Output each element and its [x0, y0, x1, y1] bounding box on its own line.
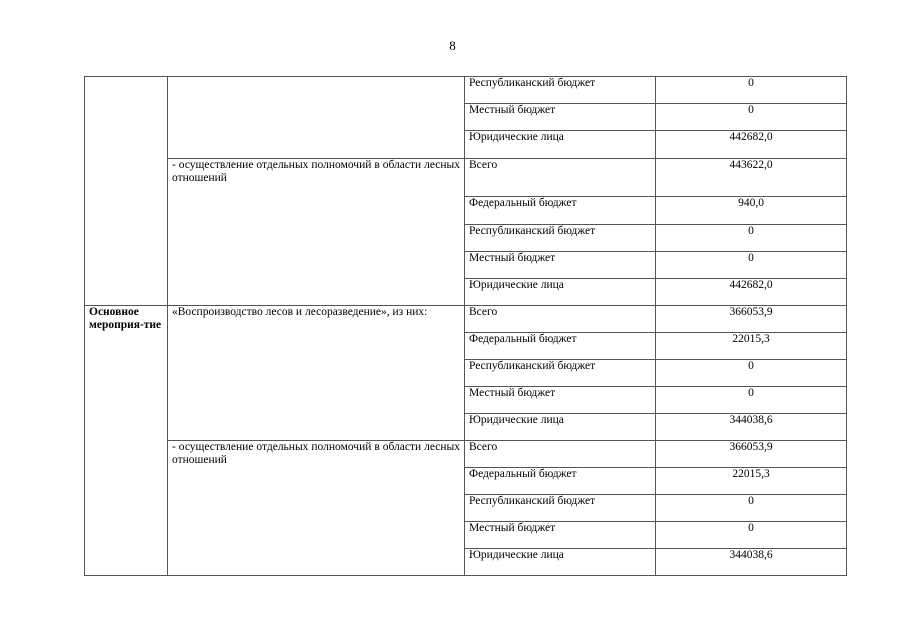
amount-cell: 0	[656, 104, 847, 131]
amount-cell: 22015,3	[656, 333, 847, 360]
amount-cell: 0	[656, 495, 847, 522]
funding-source-cell: Республиканский бюджет	[465, 495, 656, 522]
funding-source-cell: Местный бюджет	[465, 252, 656, 279]
funding-source-cell: Всего	[465, 306, 656, 333]
amount-cell: 22015,3	[656, 468, 847, 495]
funding-source-cell: Республиканский бюджет	[465, 77, 656, 104]
activity-description-cell: - осуществление отдельных полномочий в области лесных отношений	[168, 159, 465, 306]
activity-description-cell: «Воспроизводство лесов и лесоразведение», из них:	[168, 306, 465, 441]
table-row	[85, 159, 847, 197]
amount-cell: 0	[656, 522, 847, 549]
amount-cell: 0	[656, 77, 847, 104]
activity-type-cell	[85, 77, 168, 306]
funding-source-cell: Местный бюджет	[465, 387, 656, 414]
amount-cell: 940,0	[656, 197, 847, 225]
amount-cell: 344038,6	[656, 549, 847, 576]
funding-source-cell: Юридические лица	[465, 414, 656, 441]
table-row	[85, 441, 847, 468]
funding-source-cell: Федеральный бюджет	[465, 333, 656, 360]
amount-cell: 443622,0	[656, 159, 847, 197]
funding-source-cell: Юридические лица	[465, 279, 656, 306]
funding-source-cell: Федеральный бюджет	[465, 468, 656, 495]
funding-source-cell: Федеральный бюджет	[465, 197, 656, 225]
amount-cell: 344038,6	[656, 414, 847, 441]
page-number: 8	[449, 38, 456, 53]
amount-cell: 0	[656, 360, 847, 387]
funding-source-cell: Всего	[465, 159, 656, 197]
budget-table	[84, 76, 847, 576]
amount-cell: 0	[656, 225, 847, 252]
funding-source-cell: Республиканский бюджет	[465, 360, 656, 387]
funding-source-cell: Всего	[465, 441, 656, 468]
table-row	[85, 306, 847, 333]
funding-source-cell: Местный бюджет	[465, 522, 656, 549]
amount-cell: 0	[656, 387, 847, 414]
funding-source-cell: Юридические лица	[465, 549, 656, 576]
amount-cell: 442682,0	[656, 131, 847, 159]
amount-cell: 366053,9	[656, 306, 847, 333]
amount-cell: 0	[656, 252, 847, 279]
table-row	[85, 77, 847, 104]
activity-type-cell: Основное мероприя-тие	[85, 306, 168, 576]
funding-source-cell: Республиканский бюджет	[465, 225, 656, 252]
amount-cell: 442682,0	[656, 279, 847, 306]
activity-description-cell: - осуществление отдельных полномочий в области лесных отношений	[168, 441, 465, 576]
funding-source-cell: Местный бюджет	[465, 104, 656, 131]
activity-description-cell	[168, 77, 465, 159]
amount-cell: 366053,9	[656, 441, 847, 468]
funding-source-cell: Юридические лица	[465, 131, 656, 159]
